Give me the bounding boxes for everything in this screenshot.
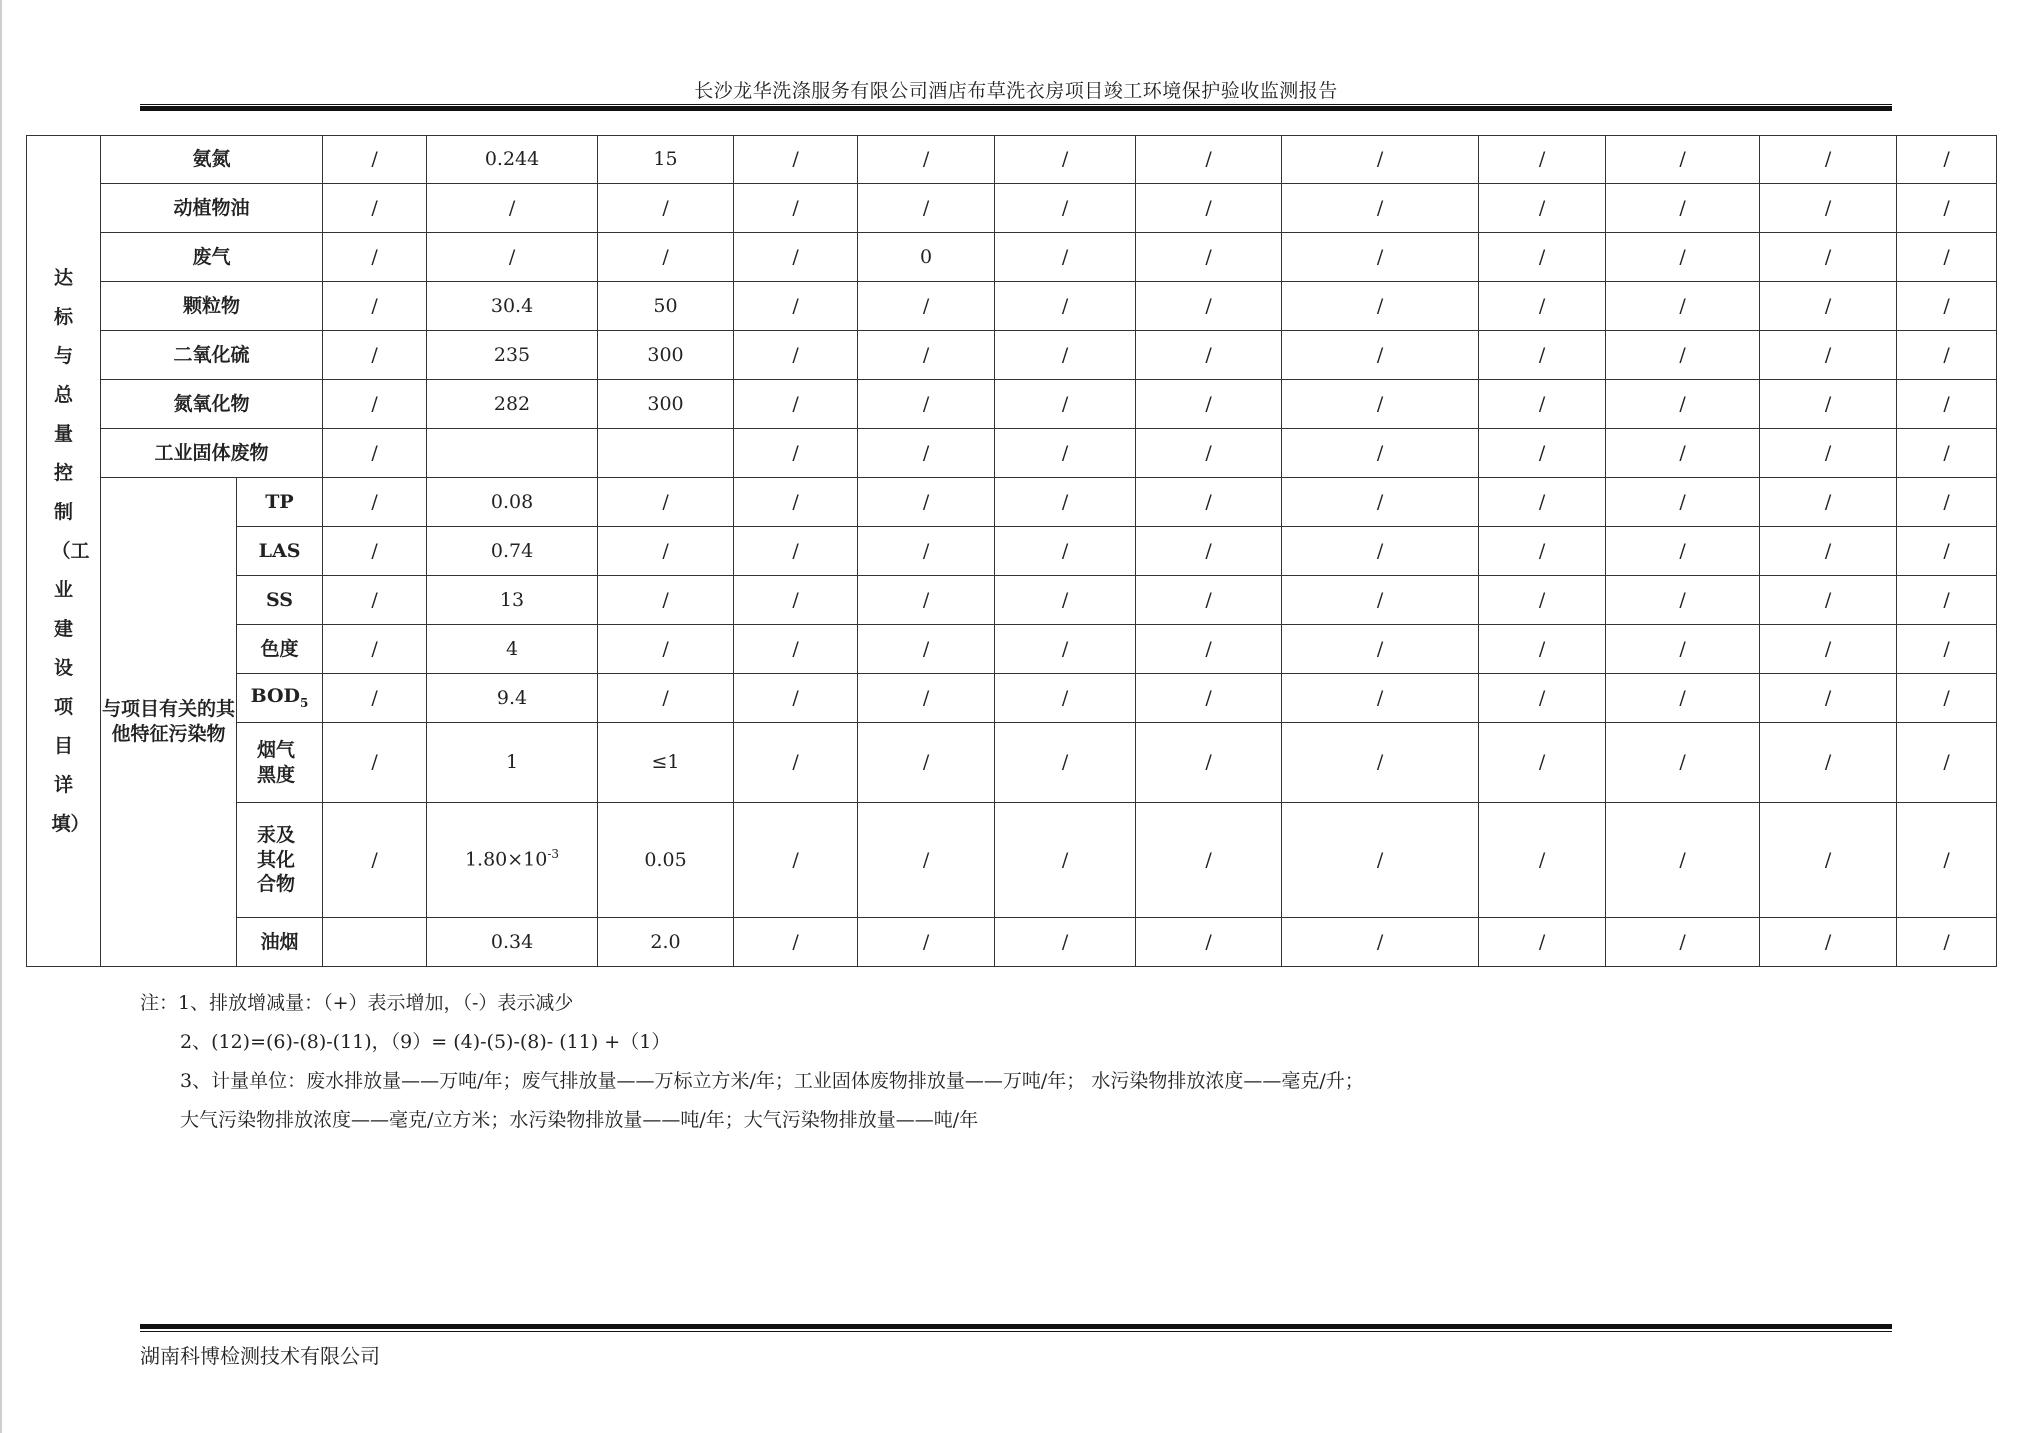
value-cell: / — [1282, 803, 1479, 918]
value-cell: / — [858, 625, 995, 674]
pollutant-name-cell: 动植物油 — [101, 184, 323, 233]
value-cell: / — [995, 918, 1136, 967]
value-cell: / — [734, 478, 858, 527]
value-cell: / — [598, 674, 734, 723]
value-cell: / — [995, 331, 1136, 380]
table-row — [27, 478, 1997, 527]
value-cell: / — [1136, 723, 1282, 803]
value-cell: / — [858, 803, 995, 918]
value-cell: / — [734, 576, 858, 625]
footer-rule-thick — [140, 1324, 1892, 1329]
value-cell: / — [1282, 527, 1479, 576]
note-3: 3、计量单位：废水排放量——万吨/年；废气排放量——万标立方米/年；工业固体废物排放量——万吨/年； 水污染物排放浓度——毫克/升； — [180, 1070, 1364, 1092]
value-cell: / — [858, 184, 995, 233]
note-1: 注：1、排放增减量：（+）表示增加，（-）表示减少 — [140, 992, 574, 1014]
value-cell: / — [323, 723, 427, 803]
value-cell: / — [734, 380, 858, 429]
page-edge-line — [0, 0, 2, 1433]
value-cell: / — [1282, 331, 1479, 380]
value-cell: / — [1282, 184, 1479, 233]
value-exponent: -3 — [547, 847, 560, 862]
value-cell: / — [858, 380, 995, 429]
pollutant-name-cell: 色度 — [237, 625, 323, 674]
other-pollutants-group-label: 与项目有关的其他特征污染物 — [101, 478, 237, 967]
value-cell: / — [1897, 527, 1997, 576]
value-cell: / — [1136, 625, 1282, 674]
value-cell: / — [1479, 282, 1606, 331]
header-rule-thin — [140, 104, 1892, 105]
value-cell: / — [1897, 723, 1997, 803]
value-cell: / — [858, 331, 995, 380]
value-cell: / — [995, 184, 1136, 233]
value-cell: 15 — [598, 136, 734, 184]
value-cell: / — [1479, 723, 1606, 803]
value-cell: / — [1136, 184, 1282, 233]
value-cell: / — [598, 527, 734, 576]
table-row — [27, 918, 1997, 967]
value-cell: / — [995, 282, 1136, 331]
value-cell: / — [1606, 803, 1760, 918]
pollutant-name-cell: 工业固体废物 — [101, 429, 323, 478]
value-cell — [598, 429, 734, 478]
table-row — [27, 184, 1997, 233]
value-cell: 0 — [858, 233, 995, 282]
value-cell: / — [323, 233, 427, 282]
value-cell: / — [1282, 478, 1479, 527]
value-cell: / — [734, 918, 858, 967]
pollutant-name-cell — [237, 674, 323, 723]
value-cell: / — [323, 331, 427, 380]
value-cell: / — [1760, 527, 1897, 576]
value-cell: / — [1606, 625, 1760, 674]
value-cell: / — [995, 674, 1136, 723]
value-cell: / — [1479, 527, 1606, 576]
value-cell: / — [1136, 478, 1282, 527]
pollutant-control-table — [26, 135, 1997, 967]
value-cell: / — [1897, 674, 1997, 723]
value-cell: / — [1760, 429, 1897, 478]
value-cell: / — [1606, 282, 1760, 331]
value-cell: / — [1606, 674, 1760, 723]
value-cell: 30.4 — [427, 282, 598, 331]
pollutant-name-cell: 油烟 — [237, 918, 323, 967]
value-cell — [323, 918, 427, 967]
value-cell: / — [734, 674, 858, 723]
value-cell: / — [1897, 380, 1997, 429]
value-cell: / — [858, 136, 995, 184]
value-cell: / — [995, 803, 1136, 918]
pollutant-name-cell: SS — [237, 576, 323, 625]
value-cell — [427, 803, 598, 918]
value-cell: / — [1282, 233, 1479, 282]
value-cell: / — [323, 184, 427, 233]
value-cell: / — [1897, 576, 1997, 625]
value-cell: / — [323, 625, 427, 674]
value-cell: / — [1282, 918, 1479, 967]
value-cell: / — [1136, 576, 1282, 625]
value-cell: / — [1897, 282, 1997, 331]
value-cell: / — [1760, 136, 1897, 184]
value-cell: / — [734, 429, 858, 478]
value-cell: / — [1479, 233, 1606, 282]
pollutant-name-cell: 氨氮 — [101, 136, 323, 184]
value-cell: / — [1136, 918, 1282, 967]
value-cell: / — [1479, 625, 1606, 674]
value-cell: / — [734, 723, 858, 803]
value-cell: / — [734, 803, 858, 918]
value-cell: 50 — [598, 282, 734, 331]
value-cell: / — [1282, 282, 1479, 331]
value-cell: / — [1282, 380, 1479, 429]
pollutant-name-cell: 烟气黑度 — [237, 723, 323, 803]
value-cell: / — [858, 282, 995, 331]
value-cell: 0.34 — [427, 918, 598, 967]
value-cell: / — [427, 233, 598, 282]
value-cell: / — [995, 625, 1136, 674]
value-cell: / — [1282, 136, 1479, 184]
value-cell: / — [1760, 625, 1897, 674]
value-cell: / — [598, 184, 734, 233]
header-rule-thick — [140, 106, 1892, 111]
value-cell: / — [995, 576, 1136, 625]
value-cell: / — [1136, 429, 1282, 478]
table-row — [27, 674, 1997, 723]
value-cell: / — [1897, 625, 1997, 674]
value-cell: / — [1282, 625, 1479, 674]
value-cell: / — [734, 331, 858, 380]
value-cell: / — [1897, 429, 1997, 478]
table-row — [27, 380, 1997, 429]
value-cell: / — [1760, 674, 1897, 723]
value-cell: / — [1282, 723, 1479, 803]
value-cell: ≤1 — [598, 723, 734, 803]
value-cell: / — [995, 380, 1136, 429]
value-cell: / — [1479, 674, 1606, 723]
value-cell: / — [734, 136, 858, 184]
value-cell: / — [323, 576, 427, 625]
value-cell: / — [1479, 331, 1606, 380]
value-cell: / — [598, 625, 734, 674]
value-cell: 9.4 — [427, 674, 598, 723]
value-cell: / — [1479, 576, 1606, 625]
table-row — [27, 233, 1997, 282]
value-mantissa: 1.80×10 — [464, 848, 548, 871]
value-cell: / — [1282, 429, 1479, 478]
side-category-label — [27, 136, 101, 967]
value-cell: / — [858, 527, 995, 576]
value-cell: / — [1897, 331, 1997, 380]
table-row — [27, 429, 1997, 478]
value-cell: / — [1606, 184, 1760, 233]
value-cell: / — [1760, 282, 1897, 331]
value-cell: / — [1606, 380, 1760, 429]
table-row — [27, 723, 1997, 803]
value-cell: / — [1479, 136, 1606, 184]
table-row — [27, 527, 1997, 576]
table-row — [27, 282, 1997, 331]
value-cell: 0.08 — [427, 478, 598, 527]
value-cell: / — [1606, 478, 1760, 527]
value-cell: / — [1136, 380, 1282, 429]
value-cell: / — [1606, 576, 1760, 625]
value-cell: 235 — [427, 331, 598, 380]
value-cell: / — [734, 625, 858, 674]
value-cell: 2.0 — [598, 918, 734, 967]
value-cell: 0.244 — [427, 136, 598, 184]
pollutant-name-cell: 二氧化硫 — [101, 331, 323, 380]
value-cell: / — [1479, 918, 1606, 967]
value-cell: / — [1136, 282, 1282, 331]
value-cell: / — [323, 478, 427, 527]
side-category-text: 达标与总量控制（工业建设项目详填） — [51, 266, 90, 835]
table-row — [27, 331, 1997, 380]
pollutant-name-cell: LAS — [237, 527, 323, 576]
value-cell: 0.05 — [598, 803, 734, 918]
value-cell: / — [1479, 184, 1606, 233]
value-cell: 300 — [598, 331, 734, 380]
value-cell: / — [1606, 723, 1760, 803]
value-cell: / — [323, 527, 427, 576]
value-cell: / — [1282, 674, 1479, 723]
value-cell: / — [1136, 136, 1282, 184]
value-cell: 13 — [427, 576, 598, 625]
value-cell: / — [1760, 918, 1897, 967]
value-cell: / — [858, 429, 995, 478]
value-cell: / — [995, 136, 1136, 184]
value-cell: / — [1897, 184, 1997, 233]
value-cell: / — [323, 136, 427, 184]
value-cell: / — [995, 527, 1136, 576]
value-cell: / — [1760, 478, 1897, 527]
value-cell: / — [1760, 331, 1897, 380]
table-row — [27, 803, 1997, 918]
value-cell: / — [1760, 380, 1897, 429]
value-cell: / — [1479, 429, 1606, 478]
value-cell: / — [1760, 233, 1897, 282]
value-cell: / — [1606, 233, 1760, 282]
value-cell: / — [1760, 723, 1897, 803]
value-cell: / — [1136, 527, 1282, 576]
value-cell: / — [1479, 380, 1606, 429]
footer-rule-thin — [140, 1331, 1892, 1332]
table-row — [27, 136, 1997, 184]
value-cell: / — [995, 233, 1136, 282]
value-cell: / — [734, 527, 858, 576]
pollutant-name-cell: TP — [237, 478, 323, 527]
pollutant-name-subscript: 5 — [300, 696, 309, 711]
value-cell: / — [323, 282, 427, 331]
value-cell: / — [858, 478, 995, 527]
value-cell: / — [1479, 803, 1606, 918]
value-cell: / — [1606, 429, 1760, 478]
value-cell: / — [1606, 331, 1760, 380]
value-cell: / — [858, 674, 995, 723]
pollutant-name-cell: 颗粒物 — [101, 282, 323, 331]
report-header-title: 长沙龙华洗涤服务有限公司酒店布草洗衣房项目竣工环境保护验收监测报告 — [694, 80, 1338, 102]
pollutant-name-cell: 氮氧化物 — [101, 380, 323, 429]
value-cell: / — [598, 478, 734, 527]
value-cell: 282 — [427, 380, 598, 429]
value-cell: / — [323, 803, 427, 918]
value-cell: / — [1479, 478, 1606, 527]
value-cell: / — [995, 478, 1136, 527]
value-cell: / — [1136, 233, 1282, 282]
value-cell: 0.74 — [427, 527, 598, 576]
value-cell: / — [427, 184, 598, 233]
value-cell: / — [1136, 803, 1282, 918]
footer-company-name: 湖南科博检测技术有限公司 — [140, 1344, 380, 1368]
value-cell: 300 — [598, 380, 734, 429]
value-cell: / — [1897, 136, 1997, 184]
value-cell: / — [1606, 527, 1760, 576]
value-cell: / — [1282, 576, 1479, 625]
pollutant-name-main: BOD — [250, 685, 301, 708]
value-cell: / — [734, 184, 858, 233]
table-row — [27, 576, 1997, 625]
pollutant-name-cell: 汞及其化合物 — [237, 803, 323, 918]
notes-section — [140, 984, 1364, 1140]
value-cell: / — [1897, 803, 1997, 918]
value-cell: / — [1760, 803, 1897, 918]
value-cell: / — [1606, 918, 1760, 967]
value-cell: / — [323, 429, 427, 478]
value-cell: / — [1897, 918, 1997, 967]
value-cell: 4 — [427, 625, 598, 674]
value-cell: / — [323, 674, 427, 723]
value-cell — [427, 429, 598, 478]
value-cell: / — [1760, 576, 1897, 625]
value-cell: / — [598, 576, 734, 625]
value-cell: / — [1897, 233, 1997, 282]
note-2: 2、(12)=(6)-(8)-(11)，（9）= (4)-(5)-(8)- (11) +（1） — [180, 1031, 671, 1053]
value-cell: / — [858, 576, 995, 625]
value-cell: / — [858, 723, 995, 803]
value-cell: / — [1760, 184, 1897, 233]
value-cell: / — [1136, 674, 1282, 723]
value-cell: / — [734, 282, 858, 331]
value-cell: / — [995, 429, 1136, 478]
note-4: 大气污染物排放浓度——毫克/立方米；水污染物排放量——吨/年；大气污染物排放量——吨/年 — [180, 1109, 979, 1131]
value-cell: / — [1136, 331, 1282, 380]
value-cell: / — [323, 380, 427, 429]
value-cell: / — [1606, 136, 1760, 184]
value-cell: / — [995, 723, 1136, 803]
value-cell: / — [858, 918, 995, 967]
value-cell: 1 — [427, 723, 598, 803]
table-row — [27, 625, 1997, 674]
value-cell: / — [598, 233, 734, 282]
value-cell: / — [1897, 478, 1997, 527]
pollutant-name-cell: 废气 — [101, 233, 323, 282]
value-cell: / — [734, 233, 858, 282]
